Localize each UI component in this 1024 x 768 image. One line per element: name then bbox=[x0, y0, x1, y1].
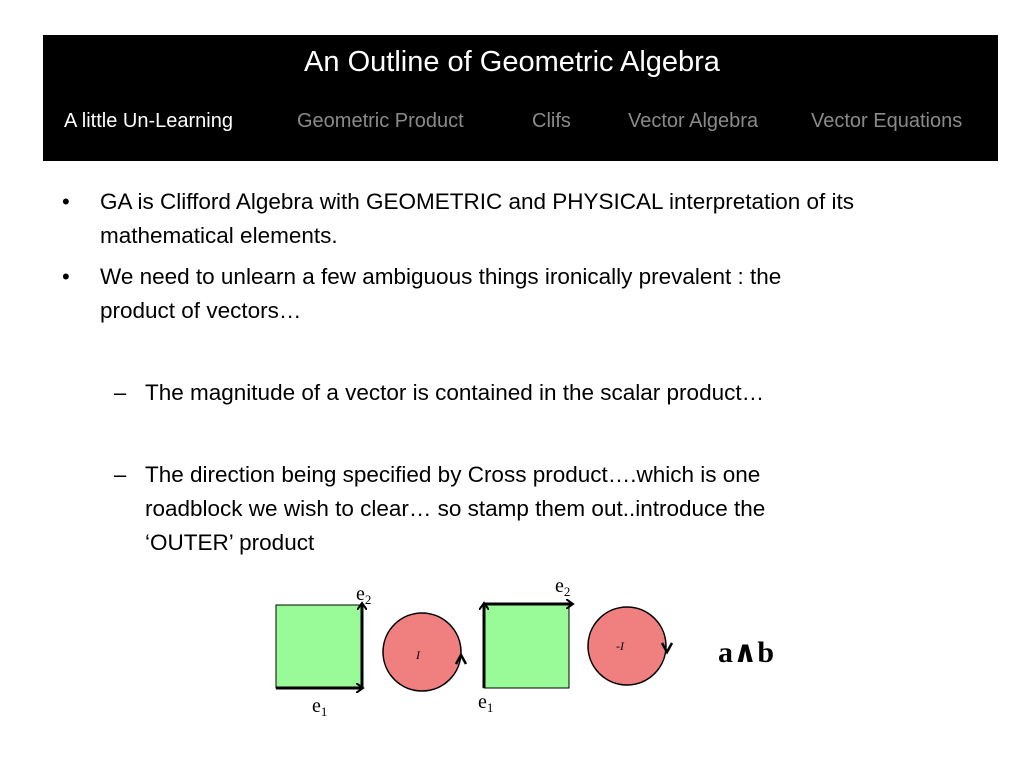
bullet-marker: • bbox=[62, 189, 70, 214]
pseudoscalar-circle-left bbox=[383, 613, 461, 691]
bullet-1-line-2: mathematical elements. bbox=[100, 223, 338, 248]
sub-bullet-marker: – bbox=[114, 462, 127, 487]
e1-label-left: $e_1$ bbox=[312, 695, 328, 719]
circle-label-left: I bbox=[416, 648, 420, 662]
sub-bullet-marker: – bbox=[114, 380, 127, 405]
nav-item-clifs[interactable]: Clifs bbox=[532, 110, 571, 132]
e2-label-left: $e_2$ bbox=[356, 583, 372, 607]
pseudoscalar-circle-right bbox=[588, 607, 666, 685]
outer-product-diagram bbox=[270, 572, 800, 722]
sub-bullet-2-line-1: The direction being specified by Cross product….which is one bbox=[145, 462, 761, 487]
e2-label-right: $e_2$ bbox=[555, 575, 571, 599]
sub-bullet-2-line-2: roadblock we wish to clear… so stamp them out..introduce the bbox=[145, 496, 766, 521]
bullet-1-line-1: GA is Clifford Algebra with GEOMETRIC and PHYSICAL interpretation of its bbox=[100, 189, 855, 214]
nav-item-un-learning[interactable]: A little Un-Learning bbox=[64, 110, 233, 132]
bullet-2-line-2: product of vectors… bbox=[100, 298, 302, 323]
bivector-square-right bbox=[484, 605, 569, 688]
nav-item-vector-algebra[interactable]: Vector Algebra bbox=[628, 110, 759, 132]
page-title: An Outline of Geometric Algebra bbox=[304, 46, 720, 78]
bivector-square-left bbox=[276, 605, 361, 688]
sub-bullet-1-line-1: The magnitude of a vector is contained in the scalar product… bbox=[145, 380, 765, 405]
sub-bullet-2-line-3: ‘OUTER’ product bbox=[145, 530, 315, 555]
e1-label-right: $e_1$ bbox=[478, 691, 494, 715]
bullet-marker: • bbox=[62, 264, 70, 289]
nav-item-vector-equations[interactable]: Vector Equations bbox=[811, 110, 963, 132]
nav-item-geometric-product[interactable]: Geometric Product bbox=[297, 110, 464, 132]
bullet-2-line-1: We need to unlearn a few ambiguous things ironically prevalent : the bbox=[100, 264, 782, 289]
circle-label-right: -I bbox=[616, 639, 624, 653]
outer-product-formula: a∧b bbox=[718, 636, 775, 669]
